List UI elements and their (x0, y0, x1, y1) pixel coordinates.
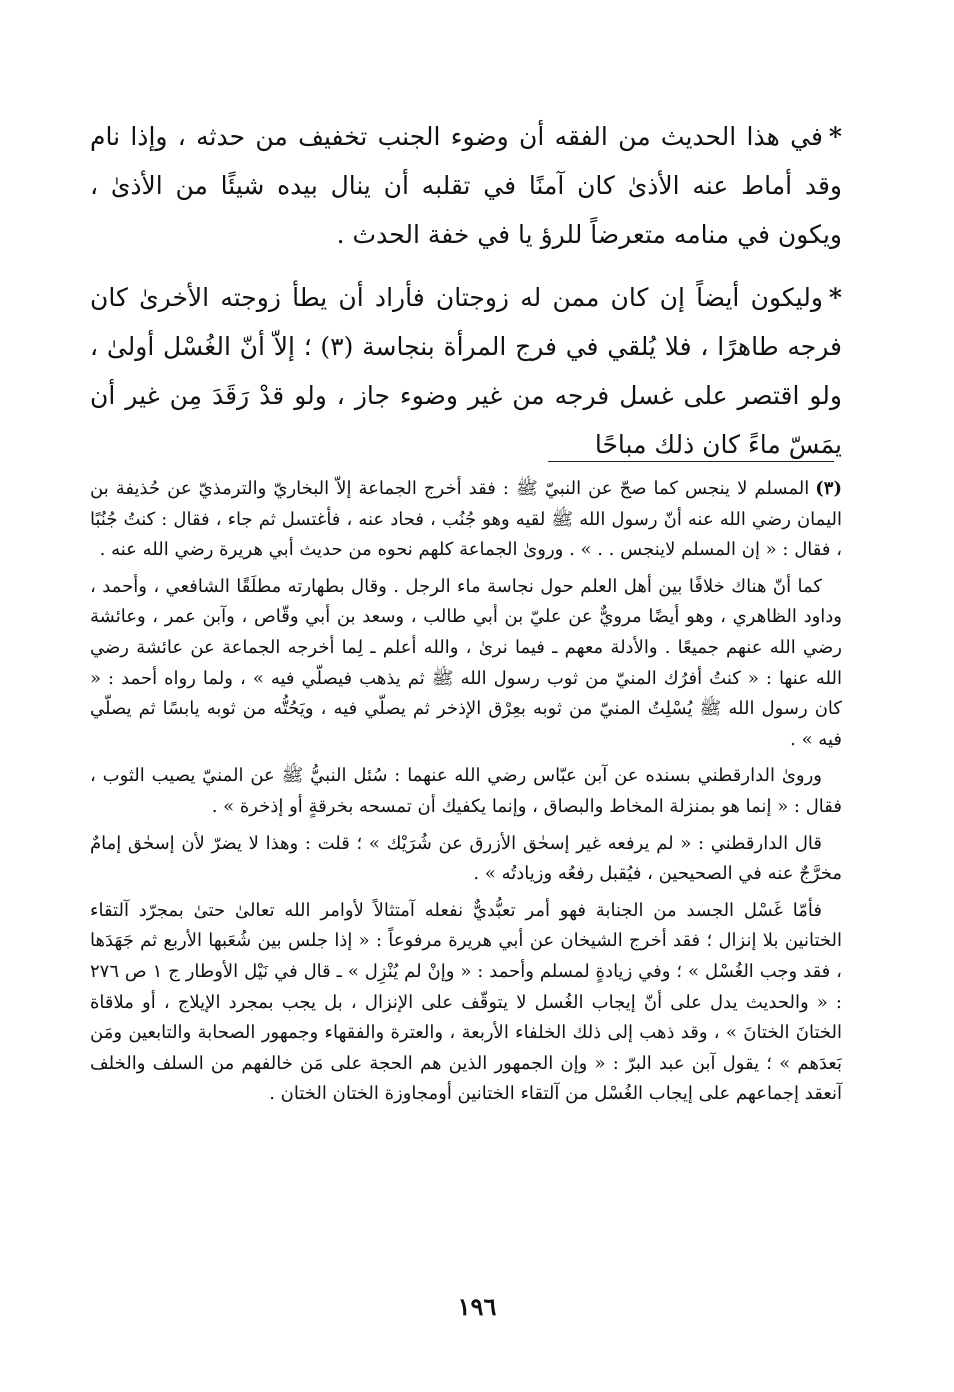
footnote-paragraph: فأمّا غَسْل الجسد من الجنابة فهو أمر تعبُّديٌّ نفعله آمتثالاً لأوامر الله تعالىٰ حتىٰ بمجرّد آلتقاء الختانين بلا إنزال ؛ فقد أخرج الشيخان عن أبي هريرة مرفوعاً : « إذا جلس بين شُعَبها الأربع ثم جَهَدَها ، فقد وجب الغُسْل » ؛ وفي زيادةٍ لمسلم وأحمد : « وإنْ لم يُنْزِل » ـ قال في نَيْل الأوطار ج ١ ص ٢٧٦ : « والحديث يدل على أنّ إيجاب الغُسل لا يتوقّف على الإنزال ، بل يجب بمجرد الإيلاج ، أو ملاقاة الختانَ الختانَ » ، وقد ذهب إلى ذلك الخلفاء الأربعة ، والعترة والفقهاء وجمهور الصحابة والتابعين ومَن بَعدَهم » ؛ يقول آبن عبد البرّ : « وإن الجمهور الذين هم الحجة على مَن خالفهم من السلف والخلف آنعقد إجماعهم على إيجاب الغُسْل من آلتقاء الختانين أومجاوزة الختان الختان . (90, 899, 842, 1105)
paragraph-text: في هذا الحديث من الفقه أن وضوء الجنب تخفيف من حدثه ، وإذا نام وقد أماط عنه الأذىٰ كان آمنًا في تقلبه أن ينال بيده شيئًا من الأذىٰ ، ويكون في منامه متعرضاً للرؤ يا في خفة الحدث . (90, 122, 842, 249)
footnote-paragraph: كما أنّ هناك خلافًا بين أهل العلم حول نجاسة ماء الرجل . وقال بطهارته مطلَقًا الشافعي ، وأحمد ، وداود الظاهري ، وهو أيضًا مرويٌّ عن عليّ بن أبي طالب ، وسعد بن أبي وقّاص ، وآبن عمر ، وعائشة رضي الله عنهم جميعًا . والأدلة معهم ـ فيما نرىٰ ، والله أعلم ـ لِما أخرجه الجماعة عن عائشة رضي الله عنها : « كنتُ أفرُك المنيّ من ثوب رسول الله ﷺ ثم يذهب فيصلّي فيه » ، ولما رواه أحمد : « كان رسول الله ﷺ يُسْلِتُ المنيّ من ثوبه بعِرْق الإذخر ثم يصلّي فيه ، ويَحُتُّه من ثوبه يابسًا ثم يصلّي فيه » . (90, 575, 842, 750)
bullet-asterisk: * (828, 122, 842, 151)
main-paragraph (90, 112, 842, 259)
page-number: ١٩٦ (457, 1292, 497, 1321)
main-text (90, 112, 842, 483)
footnote-text: المسلم لا ينجس كما صحّ عن النبيّ ﷺ : فقد أخرج الجماعة إلاّ البخاريّ والترمذيّ عن حُذيفة بن اليمان رضي الله عنه أنّ رسول الله ﷺ لقيه وهو جُنُب ، فحاد عنه ، فأغتسل ثم جاء ، فقال : كنتُ جُنُبًا ، فقال : « إن المسلم لاينجس . . » . وروىٰ الجماعة كلهم نحوه من حديث أبي هريرة رضي الله عنه . (90, 478, 842, 561)
paragraph-text: وليكون أيضاً إن كان ممن له زوجتان فأراد أن يطأ زوجته الأخرىٰ كان فرجه طاهرًا ، فلا يُلقي في فرج المرأة بنجاسة (٣) ؛ إلاّ أنّ الغُسْل أولىٰ ، ولو اقتصر على غسل فرجه من غير وضوء جاز ، ولو قدْ رَقَدَ مِن غير أن يمَسّ ماءً كان ذلك مباحًا (90, 283, 842, 459)
bullet-asterisk: * (828, 283, 842, 312)
footnote-paragraph (90, 474, 842, 566)
main-paragraph (90, 273, 842, 469)
footnote-separator (548, 461, 834, 462)
footnote-paragraph: قال الدارقطني : « لم يرفعه غير إسحٰق الأزرق عن شُرَيْك » ؛ قلت : وهذا لا يضرّ لأن إسحٰق إمامٌ مخرَّجٌ عنه في الصحيحين ، فيُقبل رفعُه وزيادتُه » . (90, 832, 842, 885)
footnote-paragraph: وروىٰ الدارقطني بسنده عن آبن عبّاس رضي الله عنهما : سُئل النبيُّ ﷺ عن المنيّ يصيب الثوب ، فقال : « إنما هو بمنزلة المخاط والبصاق ، وإنما يكفيك أن تمسحه بخرقةٍ أو إذخرة » . (90, 765, 842, 817)
footnotes (90, 474, 842, 1116)
footnote-number: (٣) (815, 478, 842, 499)
